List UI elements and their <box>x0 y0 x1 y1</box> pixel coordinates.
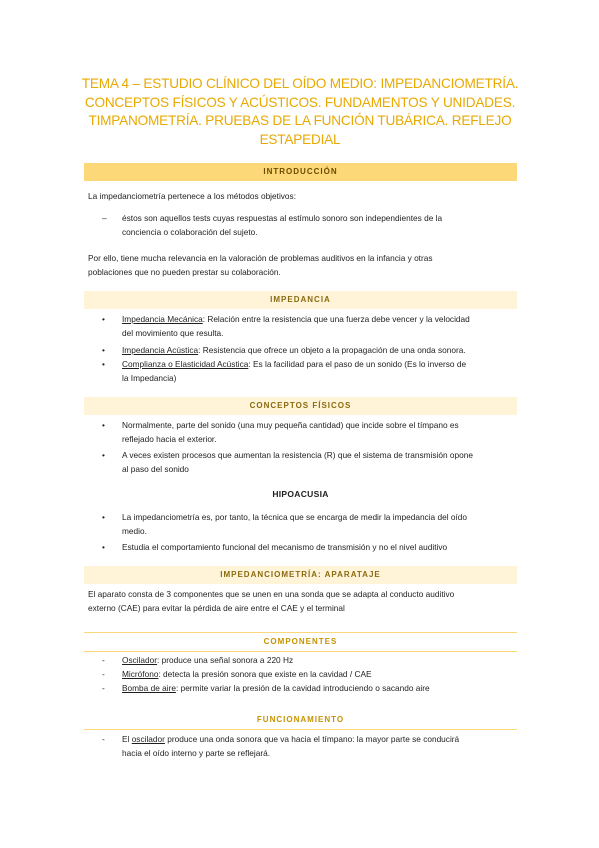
section-heading-componentes: COMPONENTES <box>84 632 517 652</box>
list-item <box>88 313 518 341</box>
bullet-marker <box>102 344 112 358</box>
list-item-text: Estudia el comportamiento funcional del mecanismo de transmisión y no el nivel auditivo <box>122 542 448 552</box>
list-item <box>88 344 518 358</box>
term: oscilador <box>131 734 165 744</box>
list-item-text <box>122 358 518 372</box>
document-title <box>70 75 530 149</box>
intro-paragraph: La impedanciometría pertenece a los métodos objetivos: <box>88 191 297 201</box>
list-item <box>88 212 518 240</box>
text-prefix: El <box>122 734 132 744</box>
dash-marker: – <box>102 213 107 223</box>
definition: : Resistencia que ofrece un objeto a la propagación de una onda sonora. <box>198 345 466 355</box>
list-item <box>88 654 518 668</box>
term: Impedancia Mecánica <box>122 314 203 324</box>
list-item <box>88 511 518 539</box>
list-item-text <box>122 733 518 747</box>
list-item-text <box>122 654 518 668</box>
bullet-marker <box>102 358 112 372</box>
bullet-marker <box>102 541 112 555</box>
definition: : Es la facilidad para el paso de un sonido (Es lo inverso de <box>248 359 467 369</box>
definition: : permite variar la presión de la cavidad introduciendo o sacando aire <box>175 683 430 693</box>
list-item-text: éstos son aquellos tests cuyas respuestas al estímulo sonoro son independientes de la <box>122 213 443 223</box>
section-heading-aparataje: IMPEDANCIOMETRÍA: APARATAJE <box>84 566 517 584</box>
list-item-text: La impedanciometría es, por tanto, la técnica que se encarga de medir la impedancia del oído <box>122 512 467 522</box>
list-item-text: hacia el oído interno y parte se reflejará. <box>122 747 271 758</box>
definition: produce una onda sonora que va hacia el tímpano: la mayor parte se conducirá <box>164 734 460 744</box>
bullet-marker <box>102 419 112 433</box>
list-item-text: conciencia o colaboración del sujeto. <box>122 226 258 237</box>
section-heading-funcionamiento: FUNCIONAMIENTO <box>84 711 517 730</box>
list-item-text: del movimiento que resulta. <box>122 327 224 338</box>
definition: : detecta la presión sonora que existe en la cavidad / CAE <box>158 669 372 679</box>
paragraph-line: poblaciones que no pueden prestar su colaboración. <box>88 266 281 277</box>
term: Oscilador <box>122 655 158 665</box>
bullet-marker <box>102 449 112 463</box>
list-item-text <box>122 344 518 358</box>
list-item-text <box>122 682 518 696</box>
paragraph-line: El aparato consta de 3 componentes que se unen en una sonda que se adapta al conducto auditivo <box>88 589 455 599</box>
term: Bomba de aire <box>122 683 176 693</box>
list-item-text: A veces existen procesos que aumentan la resistencia (R) que el sistema de transmisión opone <box>122 450 473 460</box>
list-item-text: al paso del sonido <box>122 463 189 474</box>
dash-marker: - <box>102 669 105 679</box>
dash-marker: - <box>102 683 105 693</box>
bullet-marker <box>102 511 112 525</box>
list-item-text: reflejado hacia el exterior. <box>122 433 217 444</box>
list-item-text: Normalmente, parte del sonido (una muy pequeña cantidad) que incide sobre el tímpano es <box>122 420 459 430</box>
list-item-text <box>122 313 518 327</box>
definition: : Relación entre la resistencia que una fuerza debe vencer y la velocidad <box>202 314 470 324</box>
list-item-text: la Impedancia) <box>122 372 177 383</box>
list-item <box>88 358 518 386</box>
aparataje-paragraph <box>88 588 518 616</box>
list-item <box>88 541 518 555</box>
paragraph-line: externo (CAE) para evitar la pérdida de aire entre el CAE y el terminal <box>88 602 345 613</box>
bullet-marker <box>102 313 112 327</box>
term: Complianza o Elasticidad Acústica <box>122 359 249 369</box>
term: Micrófono <box>122 669 159 679</box>
intro-paragraph <box>88 252 518 280</box>
section-heading-hipoacusia: HIPOACUSIA <box>272 489 329 499</box>
section-heading-introduccion: INTRODUCCIÓN <box>84 163 517 181</box>
list-item-text <box>122 668 518 682</box>
term: Impedancia Acústica <box>122 345 199 355</box>
list-item-text: medio. <box>122 525 147 536</box>
list-item <box>88 419 518 447</box>
section-heading-impedancia: IMPEDANCIA <box>84 291 517 309</box>
title-line: CONCEPTOS FÍSICOS Y ACÚSTICOS. FUNDAMENTOS Y UNIDADES. <box>84 94 516 110</box>
list-item <box>88 668 518 682</box>
title-line: TIMPANOMETRÍA. PRUEBAS DE LA FUNCIÓN TUBÁRICA. REFLEJO <box>88 113 512 128</box>
dash-marker: - <box>102 734 105 744</box>
list-item <box>88 682 518 696</box>
title-line: ESTAPEDIAL <box>259 131 341 147</box>
list-item <box>88 733 518 761</box>
list-item <box>88 449 518 477</box>
definition: : produce una señal sonora a 220 Hz <box>157 655 294 665</box>
paragraph-line: Por ello, tiene mucha relevancia en la valoración de problemas auditivos en la infancia y otras <box>88 253 433 263</box>
dash-marker: - <box>102 655 105 665</box>
section-heading-conceptos: CONCEPTOS FÍSICOS <box>84 397 517 415</box>
title-line: TEMA 4 – ESTUDIO CLÍNICO DEL OÍDO MEDIO: IMPEDANCIOMETRÍA. <box>81 76 519 91</box>
